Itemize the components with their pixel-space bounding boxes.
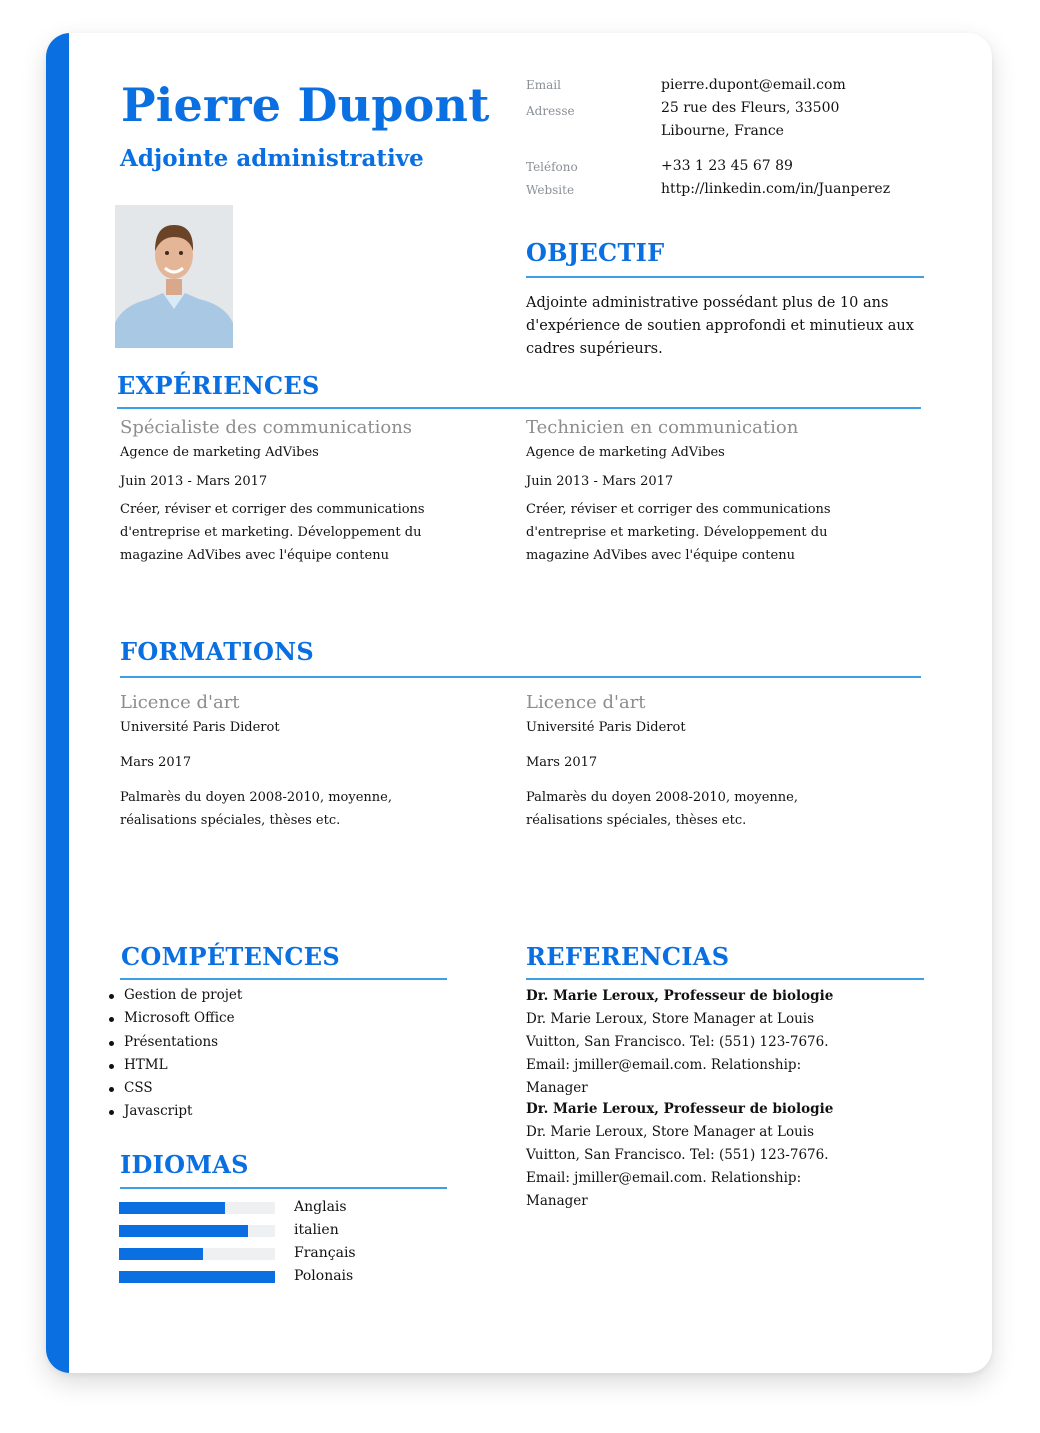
formation-item-2 xyxy=(526,691,856,832)
language-level-track xyxy=(119,1248,275,1260)
language-name: Anglais xyxy=(294,1199,347,1215)
resume-page xyxy=(46,33,992,1373)
language-level-bar xyxy=(119,1248,203,1260)
formations-title: FORMATIONS xyxy=(120,637,315,666)
language-row xyxy=(119,1242,419,1265)
formation-description: Palmarès du doyen 2008-2010, moyenne, réalisations spéciales, thèses etc. xyxy=(120,790,392,828)
experience-title: Technicien en communication xyxy=(526,417,799,438)
formation-title: Licence d'art xyxy=(526,692,646,713)
candidate-name: Pierre Dupont xyxy=(121,78,490,132)
experience-dates: Juin 2013 - Mars 2017 xyxy=(526,474,674,489)
experiences-title: EXPÉRIENCES xyxy=(117,371,320,400)
phone-label: Teléfono xyxy=(526,160,578,174)
experience-description: Créer, réviser et corriger des communications d'entreprise et marketing. Développement du magazine AdVibes avec l'équipe contenu xyxy=(120,502,425,563)
language-row xyxy=(119,1265,419,1288)
idiomas-divider xyxy=(120,1187,447,1189)
formation-item-1 xyxy=(120,691,450,832)
address-label: Adresse xyxy=(526,104,575,118)
formation-date: Mars 2017 xyxy=(120,755,192,770)
language-name: italien xyxy=(294,1222,339,1238)
objective-divider xyxy=(526,276,924,278)
language-level-track xyxy=(119,1271,275,1283)
skills-list xyxy=(108,984,242,1124)
language-level-bar xyxy=(119,1271,275,1283)
experience-item-1 xyxy=(120,416,450,567)
language-level-bar xyxy=(119,1202,225,1214)
experience-dates: Juin 2013 - Mars 2017 xyxy=(120,474,268,489)
formation-date: Mars 2017 xyxy=(526,755,598,770)
referencias-title: REFERENCIAS xyxy=(526,942,730,971)
language-level-track xyxy=(119,1202,275,1214)
website-value[interactable]: http://linkedin.com/in/Juanperez xyxy=(661,181,891,197)
reference-name: Dr. Marie Leroux, Professeur de biologie xyxy=(526,988,834,1004)
competences-title: COMPÉTENCES xyxy=(121,942,341,971)
competences-divider xyxy=(120,978,447,980)
objective-title: OBJECTIF xyxy=(526,238,665,267)
experience-title: Spécialiste des communications xyxy=(120,417,413,438)
skill-item: CSS xyxy=(108,1077,242,1100)
reference-name: Dr. Marie Leroux, Professeur de biologie xyxy=(526,1101,834,1117)
language-name: Polonais xyxy=(294,1268,354,1284)
experience-company: Agence de marketing AdVibes xyxy=(526,445,725,460)
reference-item-1 xyxy=(526,985,886,1100)
website-label: Website xyxy=(526,183,575,197)
experience-item-2 xyxy=(526,416,856,567)
experience-company: Agence de marketing AdVibes xyxy=(120,445,319,460)
language-level-track xyxy=(119,1225,275,1237)
experiences-divider xyxy=(117,407,921,409)
profile-photo xyxy=(115,205,233,348)
referencias-divider xyxy=(526,978,924,980)
skill-item: HTML xyxy=(108,1054,242,1077)
skill-item: Microsoft Office xyxy=(108,1007,242,1030)
reference-text: Dr. Marie Leroux, Store Manager at Louis Vuitton, San Francisco. Tel: (551) 123-7676. Email: jmiller@email.com. Relationship: Manager xyxy=(526,1124,829,1209)
address-value: 25 rue des Fleurs, 33500 Libourne, France xyxy=(661,100,840,139)
skill-item: Présentations xyxy=(108,1031,242,1054)
accent-bar xyxy=(46,33,69,1373)
skill-item: Gestion de projet xyxy=(108,984,242,1007)
language-level-bar xyxy=(119,1225,248,1237)
experience-description: Créer, réviser et corriger des communications d'entreprise et marketing. Développement du magazine AdVibes avec l'équipe contenu xyxy=(526,502,831,563)
formation-school: Université Paris Diderot xyxy=(120,720,280,735)
phone-value: +33 1 23 45 67 89 xyxy=(661,158,793,174)
language-name: Français xyxy=(294,1245,356,1261)
person-portrait-icon xyxy=(115,205,233,348)
objective-text: Adjointe administrative possédant plus de 10 ans d'expérience de soutien approfondi et minutieux aux cadres supérieurs. xyxy=(526,295,914,357)
candidate-role: Adjointe administrative xyxy=(120,145,424,172)
formation-description: Palmarès du doyen 2008-2010, moyenne, réalisations spéciales, thèses etc. xyxy=(526,790,798,828)
email-value[interactable]: pierre.dupont@email.com xyxy=(661,77,846,93)
language-row xyxy=(119,1219,419,1242)
skill-item: Javascript xyxy=(108,1100,242,1123)
formation-title: Licence d'art xyxy=(120,692,240,713)
email-label: Email xyxy=(526,78,561,92)
idiomas-title: IDIOMAS xyxy=(120,1150,249,1179)
reference-text: Dr. Marie Leroux, Store Manager at Louis Vuitton, San Francisco. Tel: (551) 123-7676. Email: jmiller@email.com. Relationship: Manager xyxy=(526,1011,829,1096)
reference-item-2 xyxy=(526,1098,886,1213)
language-row xyxy=(119,1196,419,1219)
formation-school: Université Paris Diderot xyxy=(526,720,686,735)
formations-divider xyxy=(120,676,921,678)
